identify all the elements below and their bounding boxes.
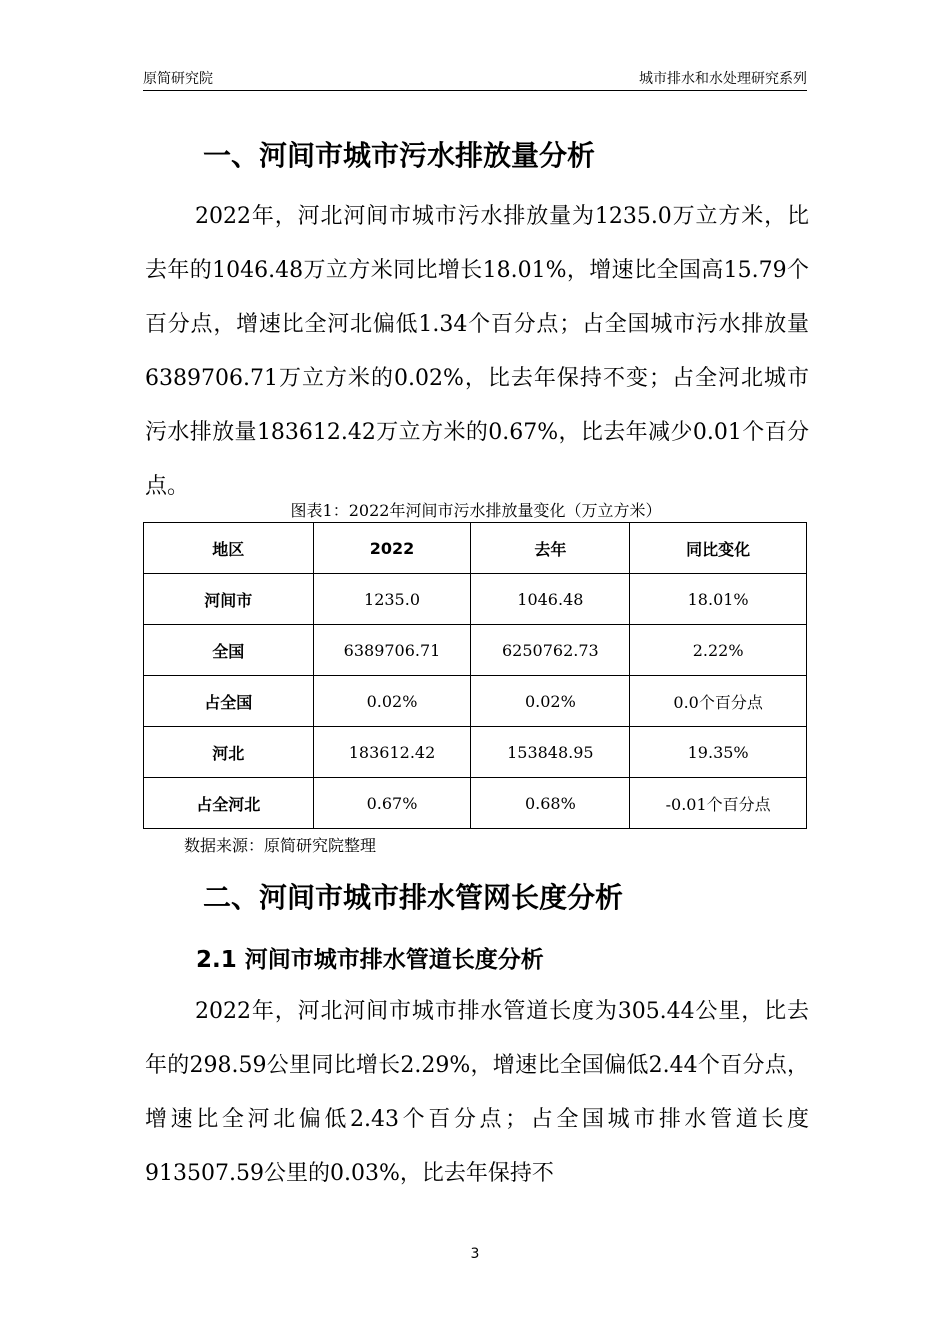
table-row bbox=[144, 727, 807, 778]
table-row-label: 占全河北 bbox=[144, 778, 314, 829]
table-header-cell: 地区 bbox=[144, 523, 314, 574]
table-header-row bbox=[144, 523, 807, 574]
section1-paragraph: 2022年，河北河间市城市污水排放量为1235.0万立方米，比去年的1046.48万立方米同比增长18.01%，增速比全国高15.79个百分点，增速比全河北偏低1.34个百分点；占全国城市污水排放量6389706.71万立方米的0.02%，比去年保持不变；占全河北城市污水排放量183612.42万立方米的0.67%，比去年减少0.01个百分点。 bbox=[145, 204, 809, 499]
table-caption: 图表1：2022年河间市污水排放量变化（万立方米） bbox=[290, 501, 662, 520]
section2-heading: 二、河间市城市排水管网长度分析 bbox=[203, 881, 624, 914]
table-cell: 1235.0 bbox=[313, 574, 471, 625]
table-cell: 1046.48 bbox=[471, 574, 630, 625]
table-cell: 2.22% bbox=[630, 625, 807, 676]
table-header-cell: 2022 bbox=[313, 523, 471, 574]
sewage-discharge-table bbox=[143, 522, 807, 829]
table-cell: 0.67% bbox=[313, 778, 471, 829]
section2-paragraph: 2022年，河北河间市城市排水管道长度为305.44公里，比去年的298.59公里同比增长2.29%，增速比全国偏低2.44个百分点，增速比全河北偏低2.43个百分点；占全国城市排水管道长度913507.59公里的0.03%，比去年保持不 bbox=[145, 999, 809, 1186]
table-cell: 183612.42 bbox=[313, 727, 471, 778]
table-row-label: 全国 bbox=[144, 625, 314, 676]
table-cell: 6250762.73 bbox=[471, 625, 630, 676]
section2-1-subheading: 2.1 河间市城市排水管道长度分析 bbox=[196, 947, 544, 973]
table-cell: -0.01个百分点 bbox=[630, 778, 807, 829]
table-row bbox=[144, 574, 807, 625]
table-cell: 0.68% bbox=[471, 778, 630, 829]
table-row bbox=[144, 625, 807, 676]
table-row bbox=[144, 676, 807, 727]
table-cell: 19.35% bbox=[630, 727, 807, 778]
table-cell: 18.01% bbox=[630, 574, 807, 625]
table-row-label: 河间市 bbox=[144, 574, 314, 625]
table-cell: 6389706.71 bbox=[313, 625, 471, 676]
table-row-label: 河北 bbox=[144, 727, 314, 778]
table-row-label: 占全国 bbox=[144, 676, 314, 727]
table-header-cell: 同比变化 bbox=[630, 523, 807, 574]
section1-heading: 一、河间市城市污水排放量分析 bbox=[203, 139, 596, 172]
header-org-name: 原简研究院 bbox=[143, 71, 213, 87]
header-series-title: 城市排水和水处理研究系列 bbox=[639, 71, 807, 87]
table-header-cell: 去年 bbox=[471, 523, 630, 574]
table-cell: 0.02% bbox=[313, 676, 471, 727]
table-cell: 153848.95 bbox=[471, 727, 630, 778]
table-cell: 0.0个百分点 bbox=[630, 676, 807, 727]
page-header bbox=[143, 66, 807, 91]
table-row bbox=[144, 778, 807, 829]
table-source-note: 数据来源：原简研究院整理 bbox=[184, 836, 377, 855]
table-cell: 0.02% bbox=[471, 676, 630, 727]
page-number: 3 bbox=[470, 1246, 480, 1262]
